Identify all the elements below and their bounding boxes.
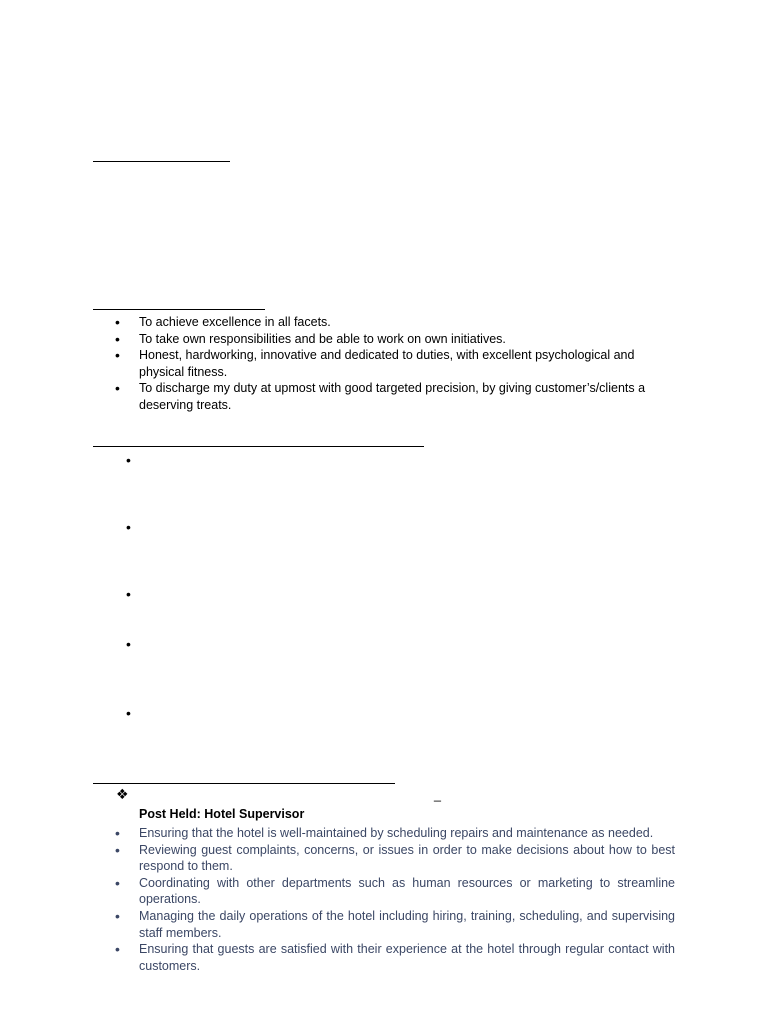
experience-heading-underline [93,783,395,784]
objective-text: Honest, hardworking, innovative and dedicated to duties, with excellent psychological and physical fitness. [139,348,635,379]
bullet-icon: • [115,874,120,891]
duty-text: Ensuring that guests are satisfied with their experience at the hotel through regular contact with customers. [139,942,675,973]
bullet-icon: • [115,347,120,364]
list-item [108,825,675,842]
bullet-icon: • [126,519,131,535]
bullet-icon: • [126,705,131,721]
bullet-icon: • [115,907,120,924]
list-item [108,842,675,875]
bullet-icon: • [126,636,131,652]
list-item [108,314,675,331]
bullet-icon: • [115,841,120,858]
skills-heading-underline [93,446,424,447]
duty-text: Coordinating with other departments such as human resources or marketing to streamline operations. [139,875,675,907]
list-item [108,331,675,348]
bullet-icon: • [115,314,120,330]
bullet-icon: • [126,452,131,468]
list-item [108,347,675,380]
dash-mark: _ [434,788,441,802]
post-held-heading: Post Held: Hotel Supervisor [139,807,305,821]
bullet-icon: • [115,825,120,841]
duty-text: Managing the daily operations of the hotel including hiring, training, scheduling, and supervising staff members. [139,908,675,940]
duties-list [108,825,675,974]
bullet-icon: • [115,380,120,397]
section-heading-underline [93,161,230,162]
objectives-heading-underline [93,309,265,310]
diamond-bullet-icon: ❖ [116,786,129,802]
bullet-icon: • [115,941,120,958]
bullet-icon: • [126,586,131,602]
list-item [108,941,675,974]
bullet-icon: • [115,330,120,347]
objective-text: To achieve excellence in all facets. [139,315,331,329]
duty-text: Reviewing guest complaints, concerns, or issues in order to make decisions about how to best respond to them. [139,842,675,874]
objective-text: To take own responsibilities and be able to work on own initiatives. [139,331,506,346]
list-item [108,908,675,941]
list-item [108,875,675,908]
objectives-list [108,314,675,414]
objective-text: To discharge my duty at upmost with good targeted precision, by giving customer’s/clients a deserving treats. [139,381,646,412]
duty-text: Ensuring that the hotel is well-maintained by scheduling repairs and maintenance as needed. [139,826,654,840]
list-item [108,380,675,413]
